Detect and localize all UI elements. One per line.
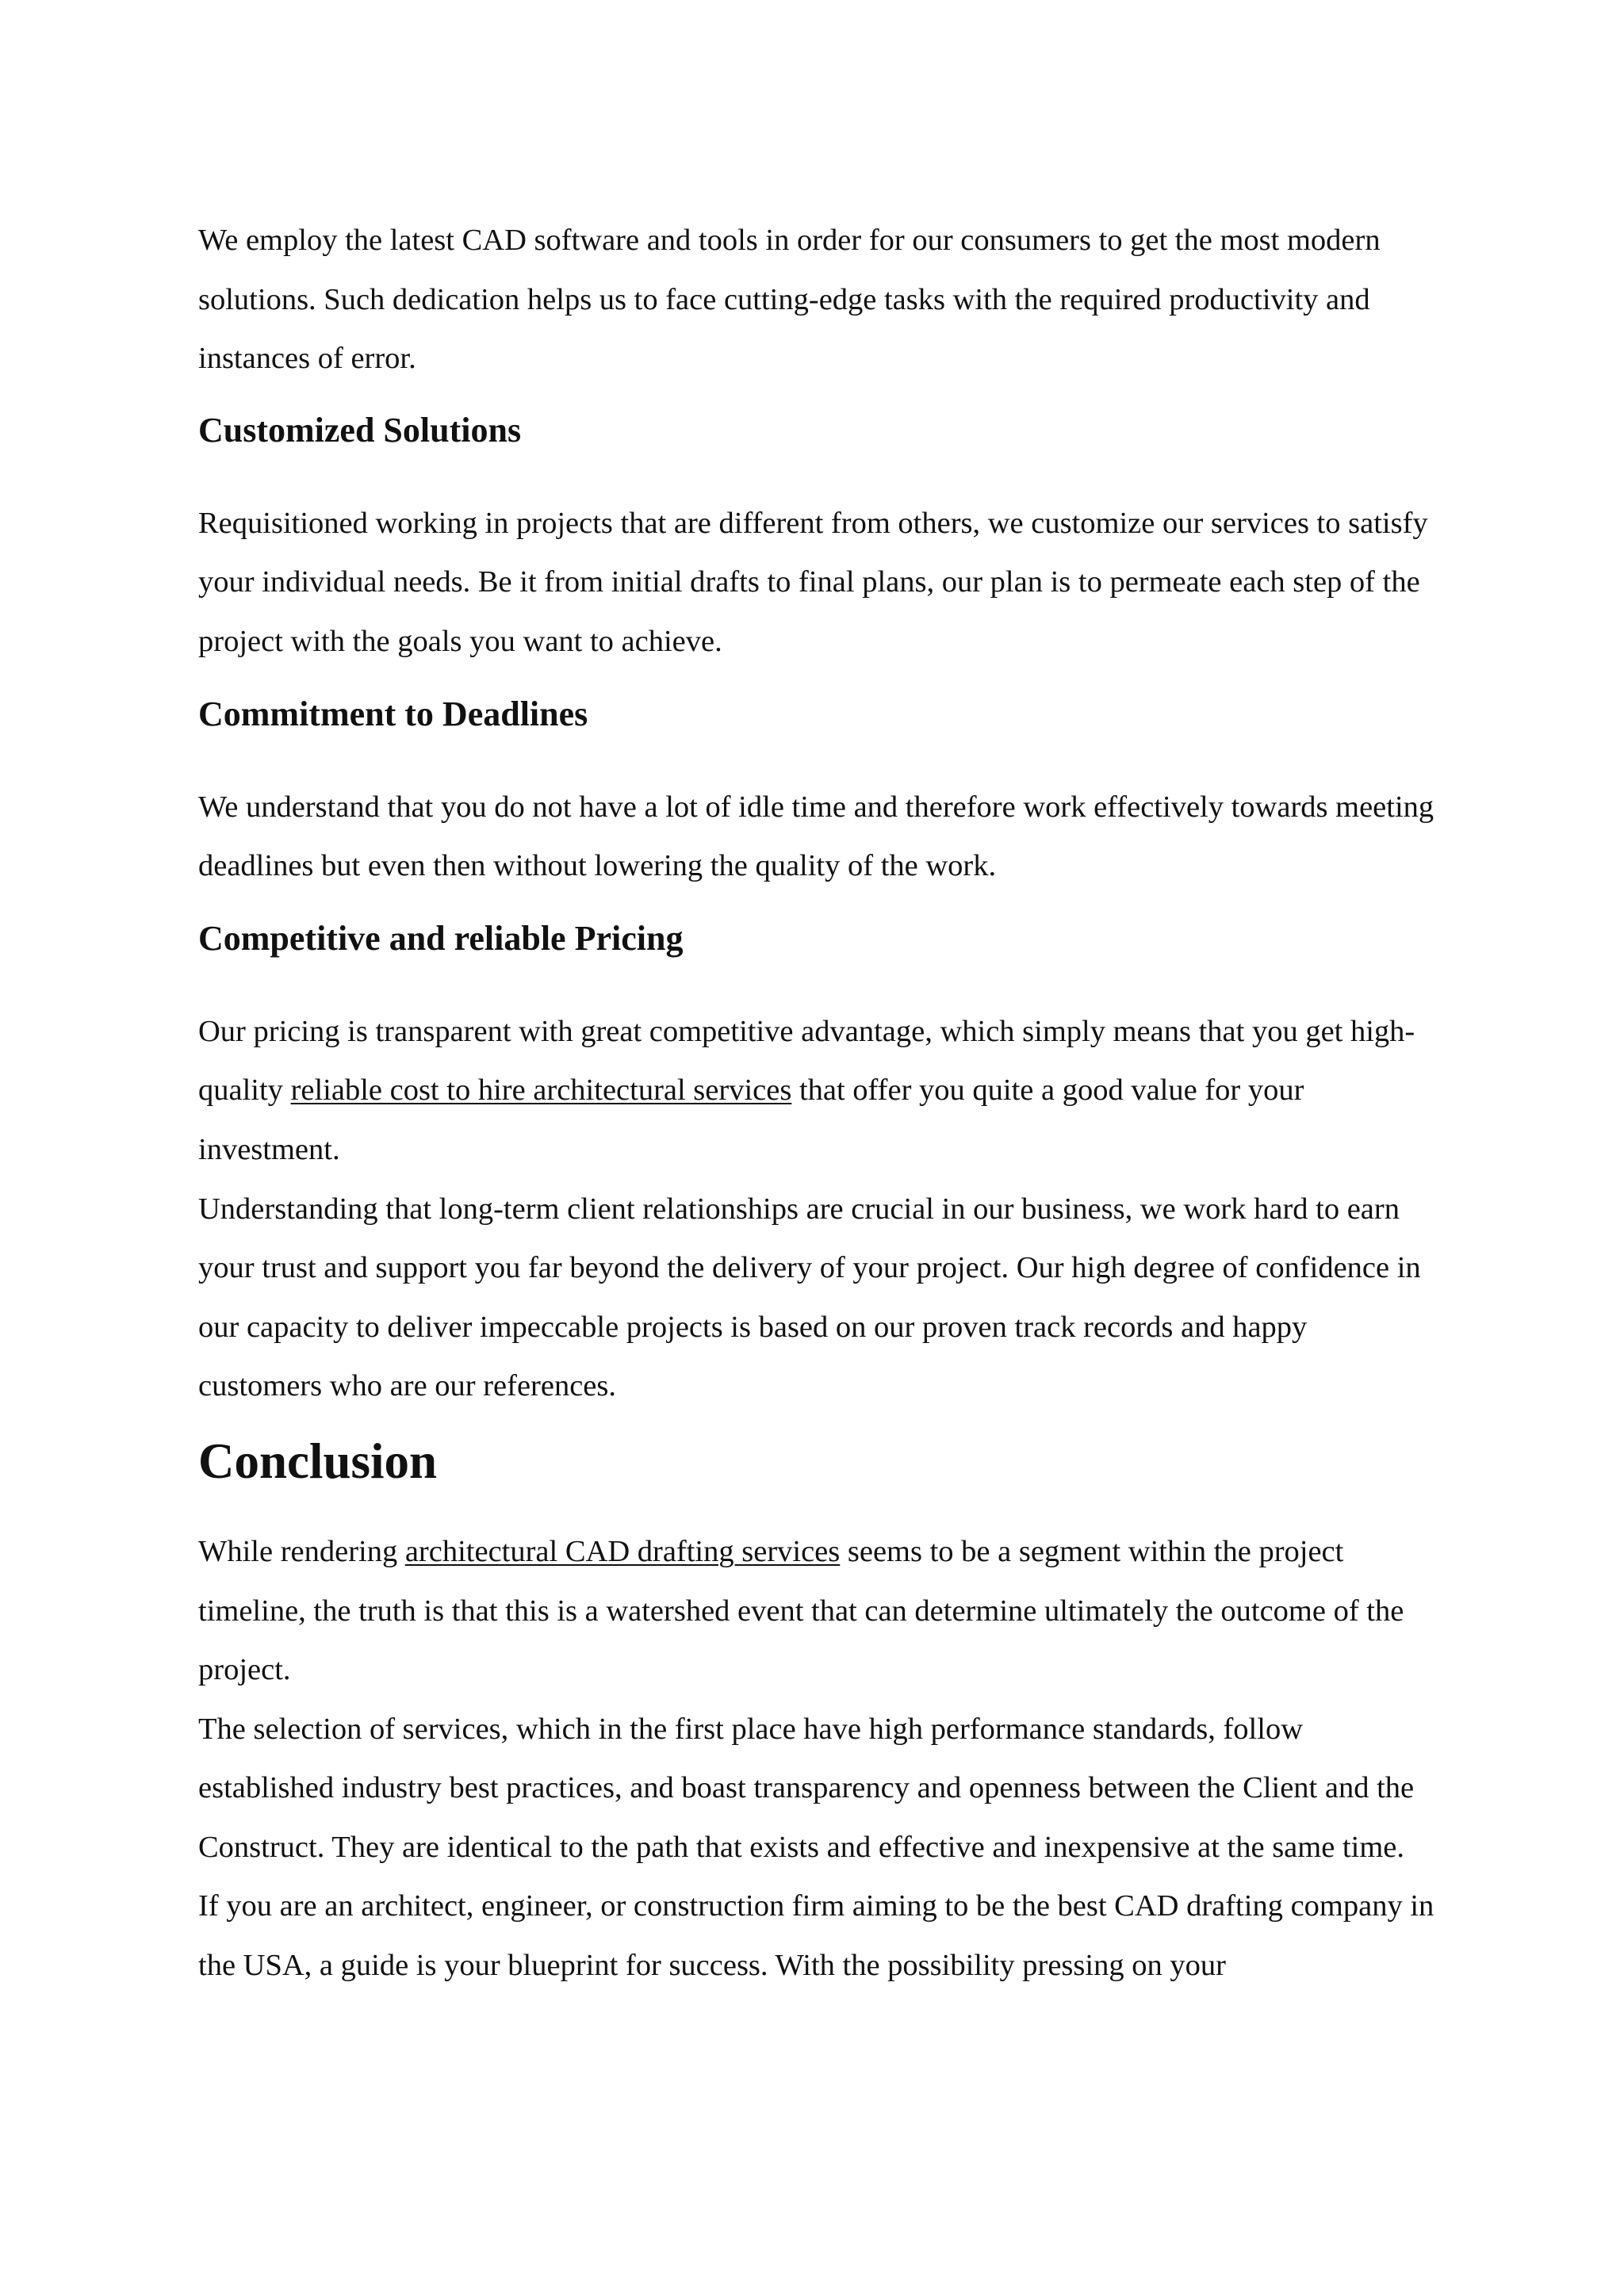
paragraph-blueprint: If you are an architect, engineer, or construction firm aiming to be the best CAD drafting company in the USA, a guide is your blueprint for success. With the possibility pressing on your — [198, 1889, 1434, 1983]
pricing-text-before: Our pricing is transparent with great competitive advantage, which simply means that you get high-quality — [198, 1014, 1415, 1108]
paragraph-service-selection: The selection of services, which in the first place have high performance standards, follow established industry best practices, and boast transparency and openness between the Client and the Construct. They are identical to the path that exists and effective and inexpensive at the same time. — [198, 1712, 1415, 1864]
paragraph-client-relationships: Understanding that long-term client relationships are crucial in our business, we work hard to earn your trust and support you far beyond the delivery of your project. Our high degree of confidence in our capacity to deliver impeccable projects is based on our proven track records and happy customers who are our references. — [198, 1192, 1421, 1403]
link-reliable-cost-architectural-services[interactable]: reliable cost to hire architectural services — [290, 1073, 792, 1108]
heading-conclusion: Conclusion — [198, 1433, 438, 1489]
paragraph-pricing — [198, 1002, 1435, 1180]
paragraph-conclusion — [198, 1522, 1435, 1700]
conclusion-text-before: While rendering — [198, 1534, 405, 1568]
paragraph-customized-solutions: Requisitioned working in projects that are different from others, we customize our services to satisfy your individual needs. Be it from initial drafts to final plans, our plan is to permeate each step of the project with the goals you want to achieve. — [198, 506, 1428, 658]
heading-customized-solutions: Customized Solutions — [198, 410, 522, 450]
link-architectural-cad-drafting-services[interactable]: architectural CAD drafting services — [404, 1534, 841, 1568]
pricing-text-after: that offer you quite a good value for your investment. — [198, 1073, 1304, 1166]
conclusion-text-after: seems to be a segment within the project timeline, the truth is that this is a watershed event that can determine ultimately the outcome of the project. — [198, 1534, 1404, 1687]
heading-commitment-to-deadlines: Commitment to Deadlines — [198, 694, 588, 733]
paragraph-deadlines: We understand that you do not have a lot of idle time and therefore work effectively towards meeting deadlines but even then without lowering the quality of the work. — [198, 790, 1434, 883]
document-body — [198, 211, 1435, 1996]
paragraph-cad-tools: We employ the latest CAD software and tools in order for our consumers to get the most modern solutions. Such dedication helps us to face cutting-edge tasks with the required productivity and instances of error. — [198, 224, 1381, 376]
heading-competitive-pricing: Competitive and reliable Pricing — [198, 918, 684, 958]
